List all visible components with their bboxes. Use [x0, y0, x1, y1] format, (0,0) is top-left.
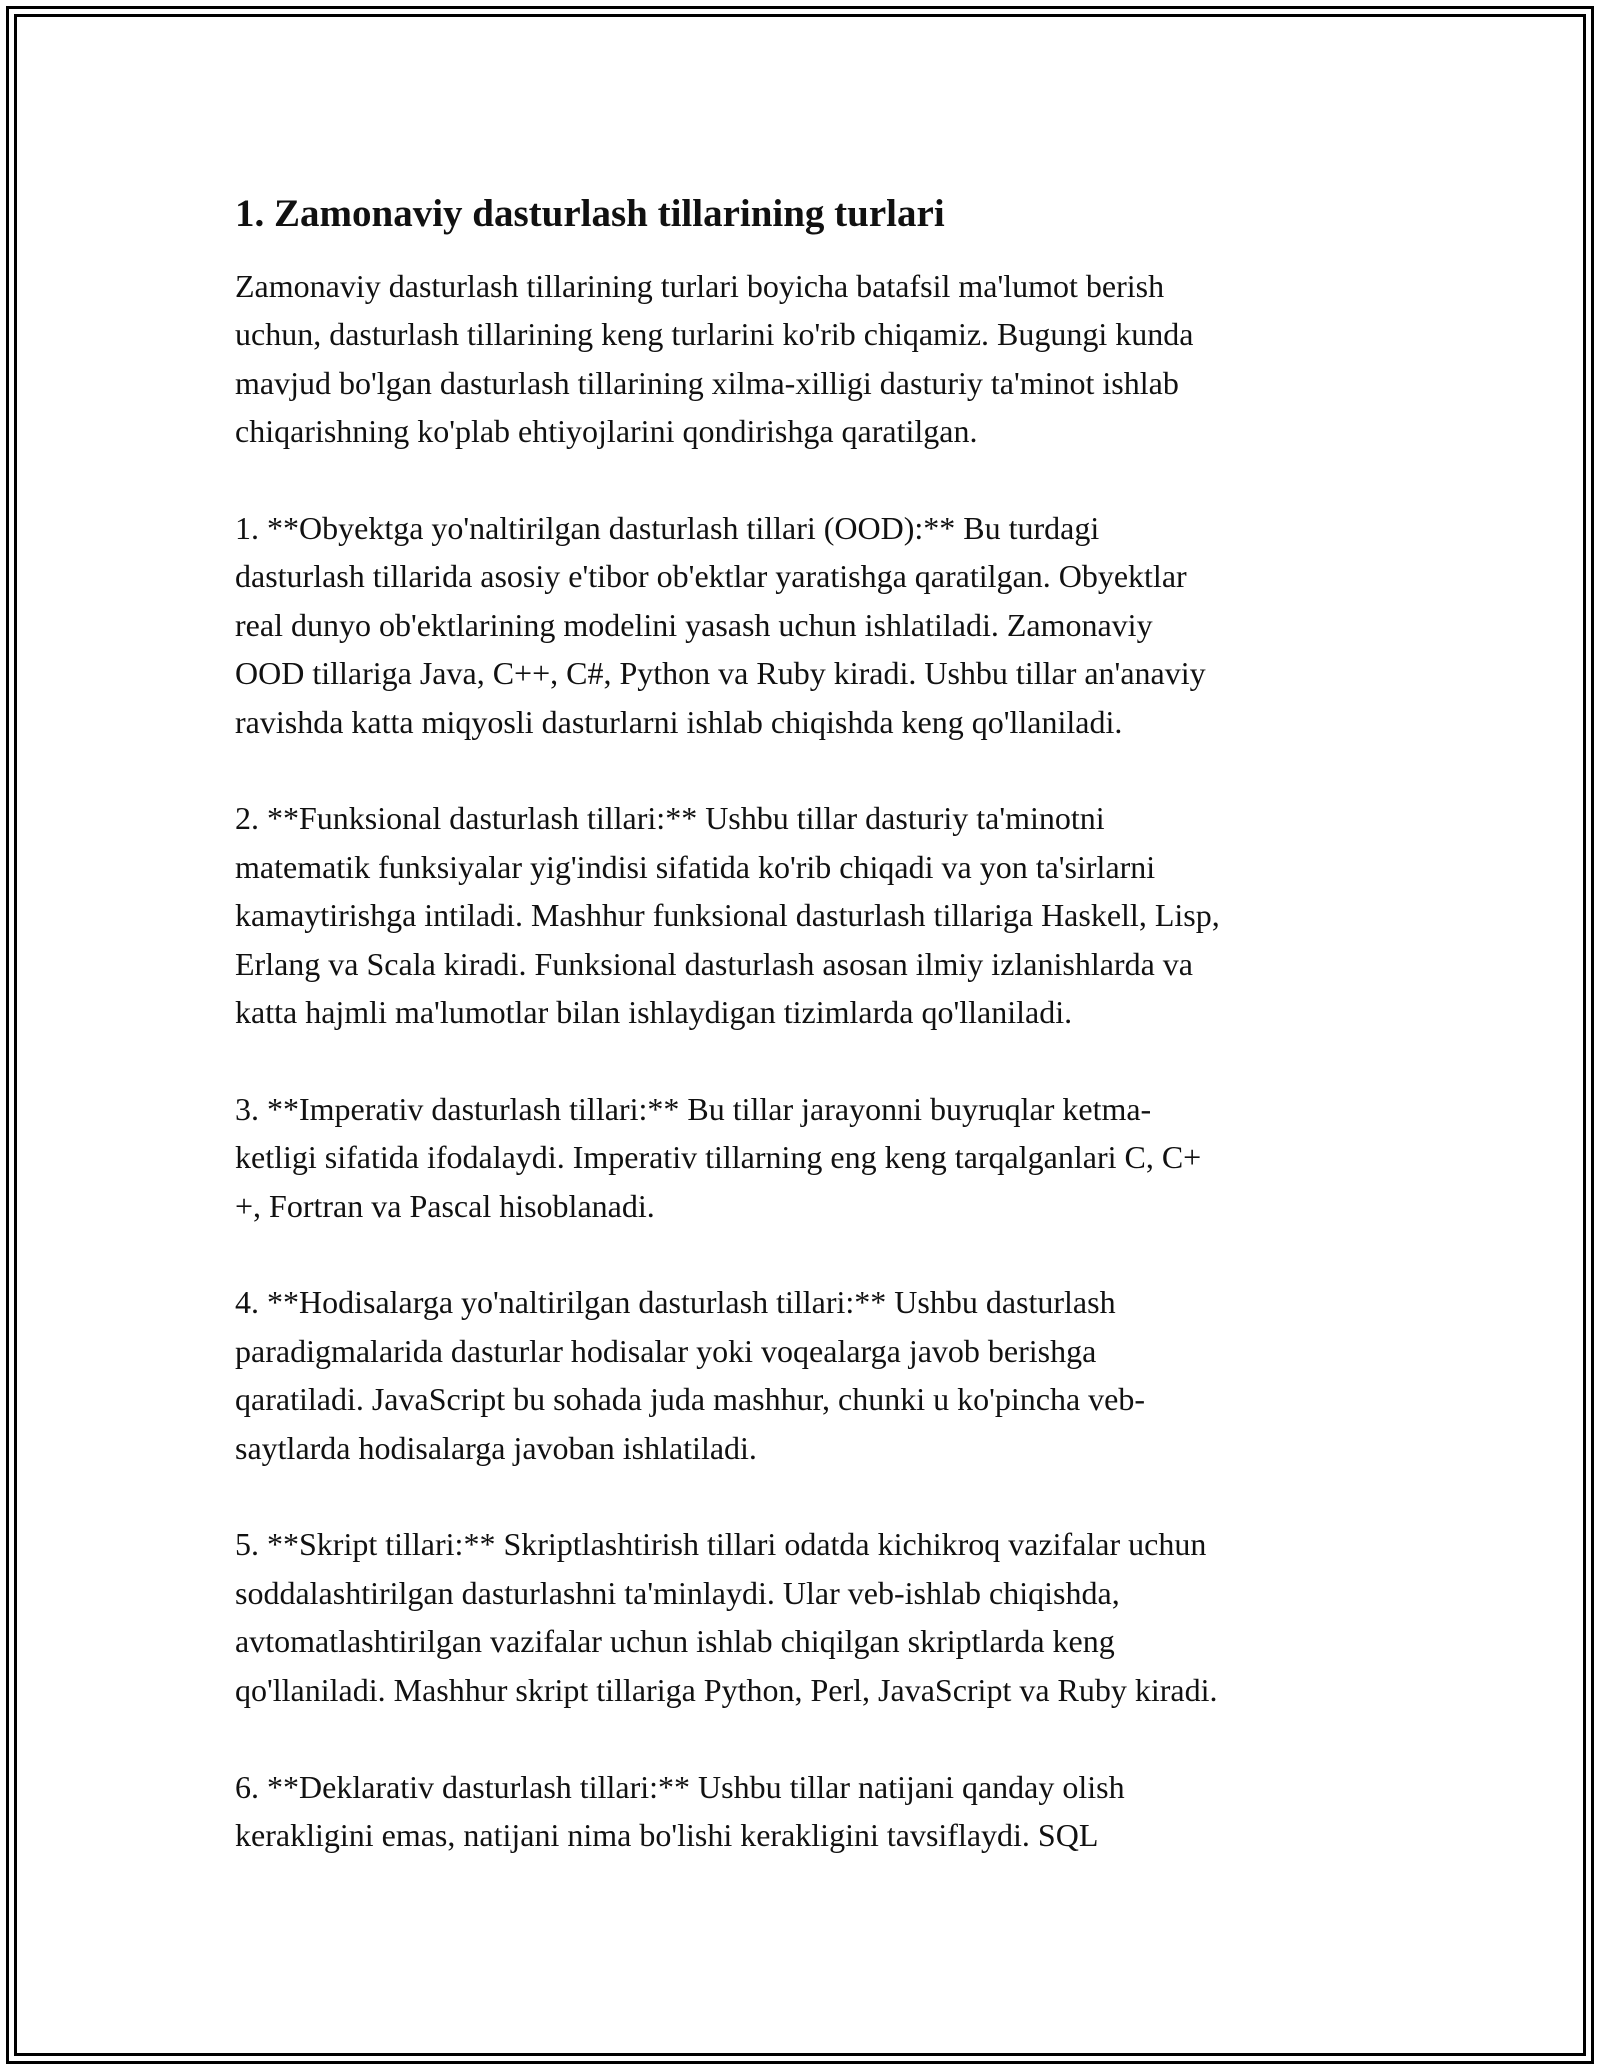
text-line: mavjud bo'lgan dasturlash tillarining xilma-xilligi dasturiy ta'minot ishlab: [235, 364, 1179, 401]
text-line: paradigmalarida dasturlar hodisalar yoki voqealarga javob berishga: [235, 1332, 1097, 1369]
document-body: [235, 188, 1375, 1908]
text-line: chiqarishning ko'plab ehtiyojlarini qondirishga qaratilgan.: [235, 413, 978, 450]
text-line: 3. **Imperativ dasturlash tillari:** Bu tillar jarayonni buyruqlar ketma-: [235, 1090, 1152, 1127]
text-line: 2. **Funksional dasturlash tillari:** Ushbu tillar dasturiy ta'minotni: [235, 800, 1105, 837]
text-line: 1. **Obyektga yo'naltirilgan dasturlash tillari (OOD):** Bu turdagi: [235, 510, 1100, 547]
text-line: +, Fortran va Pascal hisoblanadi.: [235, 1187, 655, 1224]
list-item-imperative: [235, 1085, 1375, 1230]
text-line: Erlang va Scala kiradi. Funksional dasturlash asosan ilmiy izlanishlarda va: [235, 945, 1193, 982]
text-line: uchun, dasturlash tillarining keng turlarini ko'rib chiqamiz. Bugungi kunda: [235, 316, 1194, 353]
text-line: real dunyo ob'ektlarining modelini yasash uchun ishlatiladi. Zamonaviy: [235, 606, 1153, 643]
list-item-ood: [235, 504, 1375, 746]
text-line: kamaytirishga intiladi. Mashhur funksional dasturlash tillariga Haskell, Lisp,: [235, 897, 1220, 934]
text-line: 6. **Deklarativ dasturlash tillari:** Ushbu tillar natijani qanday olish: [235, 1768, 1125, 1805]
text-line: 5. **Skript tillari:** Skriptlashtirish tillari odatda kichikroq vazifalar uchun: [235, 1526, 1207, 1563]
text-line: qo'llaniladi. Mashhur skript tillariga Python, Perl, JavaScript va Ruby kiradi.: [235, 1671, 1218, 1708]
text-line: dasturlash tillarida asosiy e'tibor ob'ektlar yaratishga qaratilgan. Obyektlar: [235, 558, 1187, 595]
text-line: qaratiladi. JavaScript bu sohada juda mashhur, chunki u ko'pincha veb-: [235, 1381, 1146, 1418]
text-line: saytlarda hodisalarga javoban ishlatiladi.: [235, 1429, 757, 1466]
text-line: 4. **Hodisalarga yo'naltirilgan dasturlash tillari:** Ushbu dasturlash: [235, 1284, 1116, 1321]
text-line: katta hajmli ma'lumotlar bilan ishlaydigan tizimlarda qo'llaniladi.: [235, 994, 1073, 1031]
text-line: soddalashtirilgan dasturlashni ta'minlaydi. Ular veb-ishlab chiqishda,: [235, 1574, 1120, 1611]
list-item-event-driven: [235, 1278, 1375, 1472]
text-line: Zamonaviy dasturlash tillarining turlari boyicha batafsil ma'lumot berish: [235, 268, 1165, 304]
text-line: kerakligini emas, natijani nima bo'lishi kerakligini tavsiflaydi. SQL: [235, 1816, 1099, 1853]
page-title: 1. Zamonaviy dasturlash tillarining turlari: [235, 192, 945, 235]
list-item-functional: [235, 794, 1375, 1036]
list-item-scripting: [235, 1520, 1375, 1714]
text-line: avtomatlashtirilgan vazifalar uchun ishlab chiqilgan skriptlarda keng: [235, 1623, 1115, 1660]
text-line: matematik funksiyalar yig'indisi sifatida ko'rib chiqadi va yon ta'sirlarni: [235, 848, 1156, 885]
text-line: ravishda katta miqyosli dasturlarni ishlab chiqishda keng qo'llaniladi.: [235, 703, 1123, 740]
intro-paragraph: [235, 262, 1375, 456]
text-line: ketligi sifatida ifodalaydi. Imperativ tillarning eng keng tarqalganlari C, C+: [235, 1139, 1202, 1176]
text-line: OOD tillariga Java, C++, C#, Python va Ruby kiradi. Ushbu tillar an'anaviy: [235, 655, 1206, 692]
list-item-declarative: [235, 1763, 1375, 1860]
